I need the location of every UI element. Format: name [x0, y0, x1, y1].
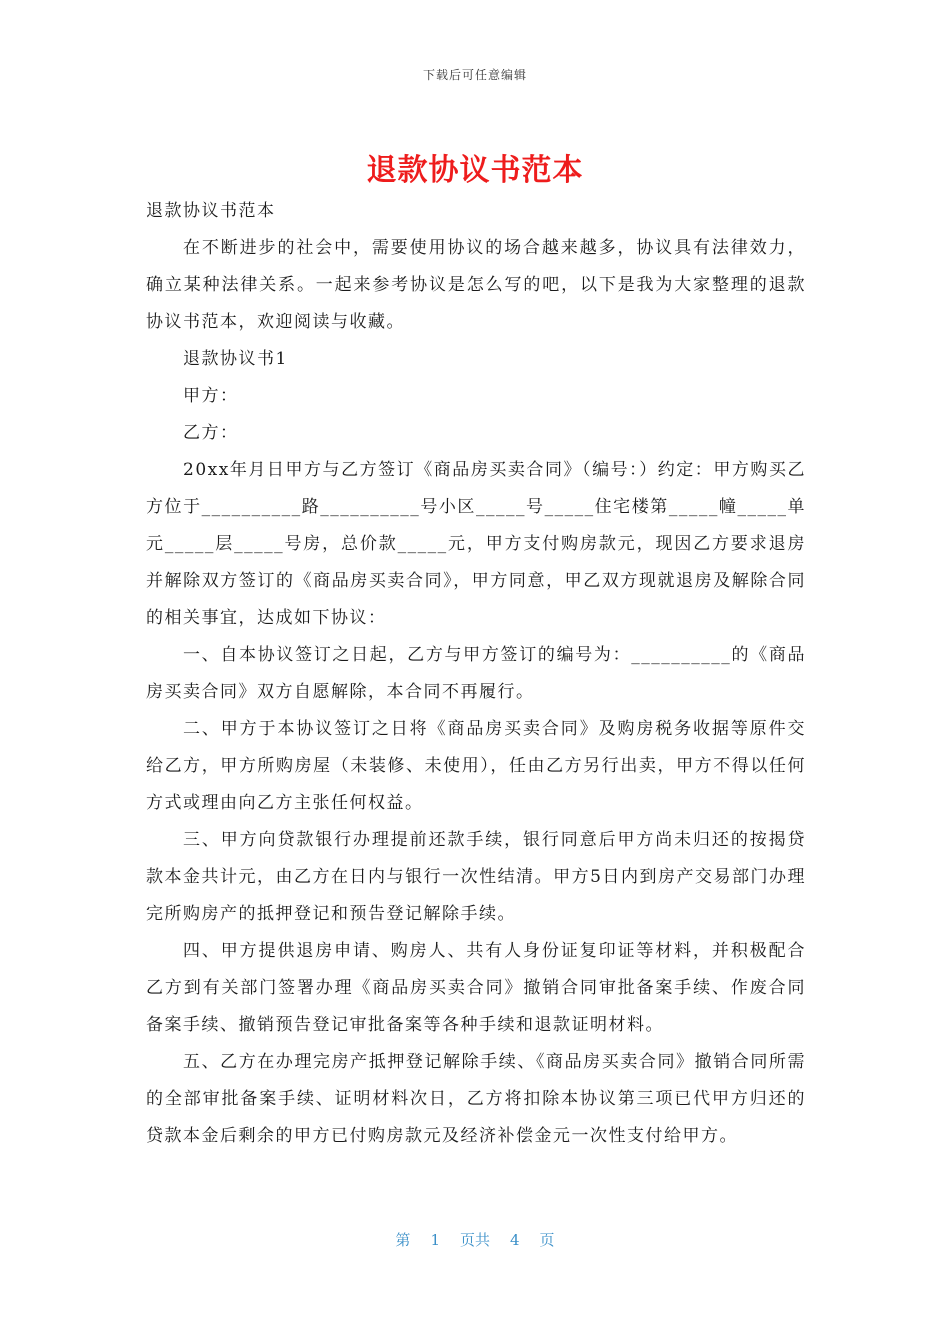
page-label-prefix: 第 [395, 1231, 411, 1249]
page-footer [0, 1229, 950, 1250]
preamble-paragraph: 20xx年月日甲方与乙方签订《商品房买卖合同》（编号：）约定：甲方购买乙方位于__________路__________号小区_____号_____住宅楼第_____幢_____单元_____层_____号房，总价款_____元，甲方支付购房款元，现因乙方要求退房并解除双方签订的《商品房买卖合同》，甲方同意，甲乙双方现就退房及解除合同的相关事宜，达成如下协议： [146, 460, 806, 628]
clause-1: 一、自本协议签订之日起，乙方与甲方签订的编号为：__________的《商品房买卖合同》双方自愿解除，本合同不再履行。 [146, 645, 806, 702]
header-note: 下载后可任意编辑 [422, 68, 527, 82]
document-title: 退款协议书范本 [366, 153, 584, 188]
party-a-line: 甲方： [183, 386, 239, 406]
total-pages-number: 4 [510, 1231, 520, 1249]
clause-5: 五、乙方在办理完房产抵押登记解除手续、《商品房买卖合同》撤销合同所需的全部审批备案手续、证明材料次日，乙方将扣除本协议第三项已代甲方归还的贷款本金后剩余的甲方已付购房款元及经济补偿金元一次性支付给甲方。 [146, 1052, 806, 1146]
current-page-number: 1 [430, 1231, 440, 1249]
clause-3: 三、甲方向贷款银行办理提前还款手续，银行同意后甲方尚未归还的按揭贷款本金共计元，由乙方在日内与银行一次性结清。甲方5日内到房产交易部门办理完所购房产的抵押登记和预告登记解除手续。 [146, 830, 806, 924]
agreement-heading: 退款协议书1 [183, 349, 288, 369]
page-label-suffix: 页 [539, 1231, 555, 1249]
document-body [146, 193, 806, 1155]
clause-2: 二、甲方于本协议签订之日将《商品房买卖合同》及购房税务收据等原件交给乙方，甲方所购房屋（未装修、未使用），任由乙方另行出卖，甲方不得以任何方式或理由向乙方主张任何权益。 [146, 719, 806, 813]
subtitle-paragraph: 退款协议书范本 [146, 201, 276, 221]
party-b-line: 乙方： [183, 423, 239, 443]
page-label-mid: 页共 [459, 1231, 490, 1249]
clause-4: 四、甲方提供退房申请、购房人、共有人身份证复印证等材料，并积极配合乙方到有关部门签署办理《商品房买卖合同》撤销合同审批备案手续、作废合同备案手续、撤销预告登记审批备案等各种手续和退款证明材料。 [146, 941, 806, 1035]
intro-paragraph: 在不断进步的社会中，需要使用协议的场合越来越多，协议具有法律效力，确立某种法律关系。一起来参考协议是怎么写的吧，以下是我为大家整理的退款协议书范本，欢迎阅读与收藏。 [146, 238, 806, 332]
